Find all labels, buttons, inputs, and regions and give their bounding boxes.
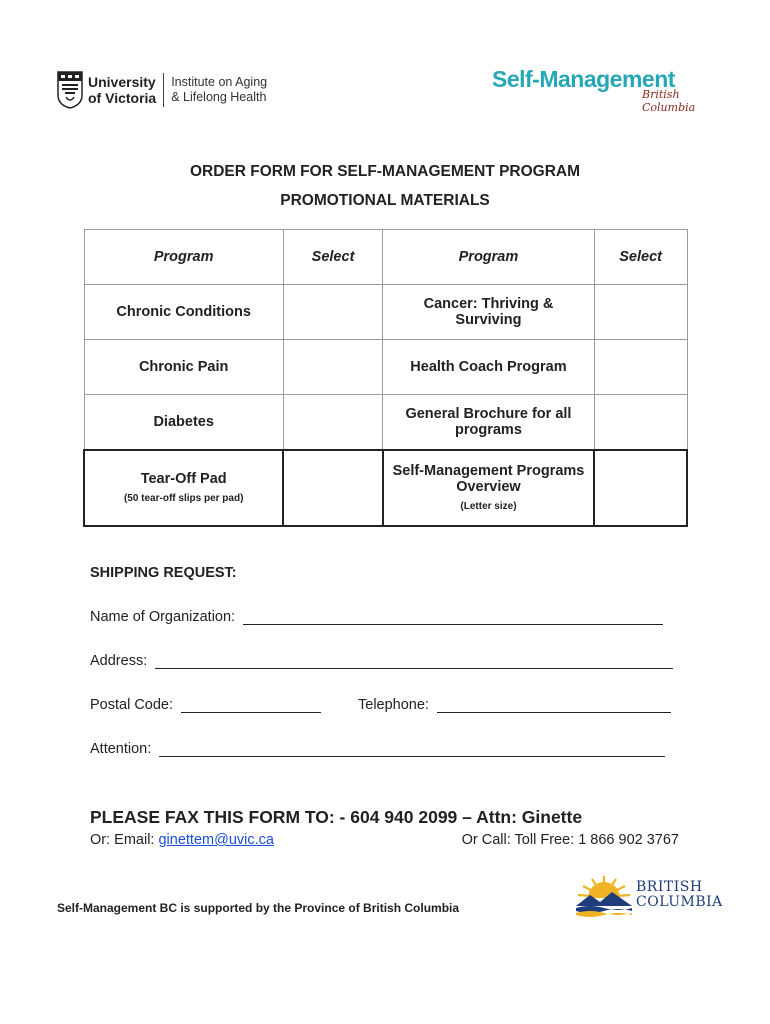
- form-title-line1: ORDER FORM FOR SELF-MANAGEMENT PROGRAM: [189, 163, 581, 180]
- program-note: (50 tear-off slips per pad): [123, 493, 244, 504]
- bc-sun-icon: [574, 873, 634, 917]
- program-cell: Chronic Pain: [84, 340, 283, 395]
- attention-input[interactable]: [159, 740, 665, 757]
- select-cell-general-brochure[interactable]: [594, 395, 687, 450]
- postal-code-field: [90, 696, 321, 713]
- attention-label: Attention:: [90, 741, 152, 757]
- bc-government-logo: [574, 873, 723, 917]
- address-input[interactable]: [155, 652, 673, 669]
- institute-line2: & Lifelong Health: [171, 90, 267, 104]
- email-row: [90, 832, 274, 848]
- select-cell-diabetes[interactable]: [283, 395, 382, 450]
- fax-instructions: PLEASE FAX THIS FORM TO: - 604 940 2099 – Attn: Ginette: [90, 807, 583, 827]
- address-field: [90, 652, 673, 669]
- organization-field: [90, 608, 663, 625]
- attention-field: [90, 740, 665, 757]
- telephone-input[interactable]: [437, 696, 671, 713]
- header-program-right: Program: [383, 230, 594, 285]
- uvic-name: [88, 74, 156, 106]
- form-title-line2: PROMOTIONAL MATERIALS: [280, 192, 490, 209]
- email-link[interactable]: ginettem@uvic.ca: [158, 832, 274, 848]
- table-header-row: [84, 230, 687, 285]
- support-statement: Self-Management BC is supported by the Province of British Columbia: [57, 901, 460, 915]
- header-select-left: Select: [283, 230, 382, 285]
- postal-code-label: Postal Code:: [90, 697, 174, 713]
- table-row: [84, 395, 687, 450]
- uvic-logo: [57, 71, 267, 109]
- program-note: (Letter size): [460, 501, 517, 512]
- telephone-field: [358, 696, 671, 713]
- self-management-logo: [492, 66, 712, 114]
- toll-free-call: Or Call: Toll Free: 1 866 902 3767: [461, 832, 679, 848]
- uvic-crest-icon: [57, 71, 83, 109]
- institute-line1: Institute on Aging: [171, 75, 268, 89]
- table-row: [84, 450, 687, 526]
- select-cell-tear-off-pad[interactable]: [283, 450, 382, 526]
- table-row: [84, 285, 687, 340]
- program-cell: Health Coach Program: [383, 340, 594, 395]
- select-cell-programs-overview[interactable]: [594, 450, 687, 526]
- uvic-name-line1: University: [88, 74, 156, 90]
- address-label: Address:: [90, 653, 148, 669]
- program-cell: Cancer: Thriving & Surviving: [383, 285, 594, 340]
- email-label: Or: Email:: [90, 832, 155, 848]
- header-select-right: Select: [594, 230, 687, 285]
- logo-divider: [163, 73, 164, 107]
- header-program-left: Program: [84, 230, 283, 285]
- program-name: Tear-Off Pad: [140, 471, 227, 487]
- bc-logo-text: [636, 880, 723, 910]
- bc-logo-line1: BRITISH: [636, 879, 703, 895]
- program-cell: [383, 450, 594, 526]
- program-name: Self-Management Programs Overview: [392, 463, 585, 495]
- select-cell-cancer[interactable]: [594, 285, 687, 340]
- organization-label: Name of Organization:: [90, 609, 236, 625]
- program-cell: [84, 450, 283, 526]
- order-table: [83, 229, 688, 527]
- shipping-heading: SHIPPING REQUEST:: [90, 565, 237, 581]
- select-cell-chronic-conditions[interactable]: [283, 285, 382, 340]
- organization-input[interactable]: [243, 608, 663, 625]
- uvic-name-line2: of Victoria: [88, 90, 157, 106]
- sm-logo-subtitle: British Columbia: [642, 88, 696, 114]
- sm-logo-title: Self-Management: [492, 66, 675, 92]
- program-cell: General Brochure for all programs: [383, 395, 594, 450]
- institute-name: [171, 75, 267, 105]
- select-cell-chronic-pain[interactable]: [283, 340, 382, 395]
- program-cell: Chronic Conditions: [84, 285, 283, 340]
- program-cell: Diabetes: [84, 395, 283, 450]
- select-cell-health-coach[interactable]: [594, 340, 687, 395]
- bc-logo-line2: COLUMBIA: [636, 894, 723, 910]
- table-row: [84, 340, 687, 395]
- postal-code-input[interactable]: [181, 696, 321, 713]
- telephone-label: Telephone:: [358, 697, 429, 713]
